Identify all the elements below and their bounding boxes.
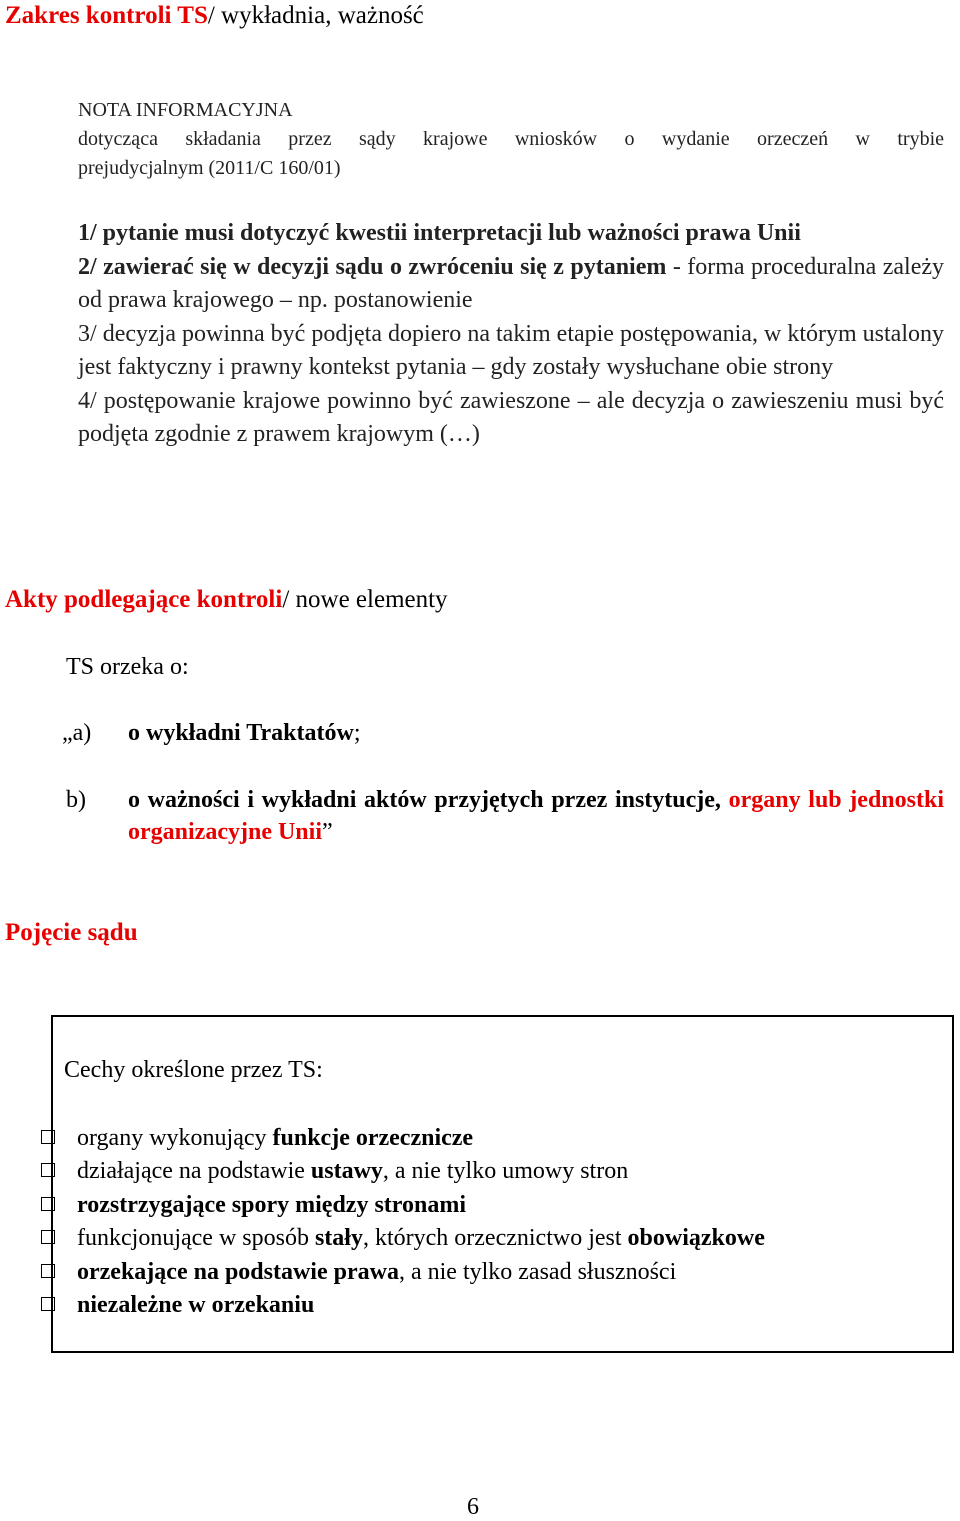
- requirement-3: 3/ decyzja powinna być podjęta dopiero na takim etapie postępowania, w którym ustalony jest faktyczny i prawny kontekst pytania – gdy zostały wysłuchane obie strony: [78, 320, 944, 380]
- checkbox-icon: [41, 1297, 55, 1311]
- cechy-item-4: [41, 1222, 765, 1254]
- cechy-item-5: [41, 1256, 676, 1288]
- requirement-2-bold: 2/ zawierać się w decyzji sądu o zwróceniu się z pytaniem: [78, 253, 667, 280]
- cechy-item-6-bold: niezależne w orzekaniu: [77, 1292, 315, 1318]
- checkbox-icon: [41, 1163, 55, 1177]
- cechy-item-2-rest: , a nie tylko umowy stron: [382, 1158, 629, 1184]
- checkbox-icon: [41, 1230, 55, 1244]
- checkbox-icon: [41, 1264, 55, 1278]
- cechy-item-3-bold: rozstrzygające spory między stronami: [77, 1192, 467, 1218]
- cechy-item-5-rest: , a nie tylko zasad słuszności: [398, 1259, 677, 1285]
- cechy-item-3: [41, 1189, 466, 1221]
- cechy-item-2-text: działające na podstawie: [77, 1158, 311, 1184]
- cechy-item-6: [41, 1289, 314, 1321]
- nota-line-3: prejudycjalnym (2011/C 160/01): [78, 157, 341, 179]
- nota-block: [78, 96, 944, 183]
- page-title-red: Zakres kontroli TS: [5, 2, 208, 29]
- nota-line-2: dotycząca składania przez sądy krajowe wniosków o wydanie orzeczeń w trybie: [78, 128, 944, 150]
- section-sad-title-red: Pojęcie sądu: [5, 919, 138, 946]
- item-a-bold: o wykładni Traktatów: [128, 720, 354, 746]
- page-number: 6: [467, 1494, 479, 1520]
- item-a-text: [128, 717, 361, 749]
- section-akty-title-red: Akty podlegające kontroli: [5, 586, 283, 613]
- requirement-2: [78, 251, 944, 318]
- requirement-2-rest: - forma proceduralna zależy od prawa krajowego – np. postanowienie: [78, 253, 945, 313]
- cechy-title: Cechy określone przez TS:: [64, 1057, 323, 1083]
- item-a-label: „a): [62, 720, 92, 746]
- cechy-item-1-text: organy wykonujący: [77, 1125, 273, 1151]
- requirement-4: 4/ postępowanie krajowe powinno być zawieszone – ale decyzja o zawieszeniu musi być podjęta zgodnie z prawem krajowym (…): [78, 387, 944, 447]
- item-a-rest: ;: [353, 720, 361, 746]
- checkbox-icon: [41, 1130, 55, 1144]
- cechy-item-2: [41, 1155, 628, 1187]
- cechy-item-5-bold: orzekające na podstawie prawa: [77, 1259, 399, 1285]
- requirements-list: [78, 217, 944, 452]
- section-sad-title: [5, 918, 138, 948]
- page-title-rest: / wykładnia, ważność: [207, 2, 424, 29]
- item-b-red: organy lub jednostki organizacyjne Unii: [128, 787, 944, 845]
- requirement-1: [78, 217, 944, 251]
- checkbox-icon: [41, 1197, 55, 1211]
- page-title: [5, 1, 424, 31]
- item-b-bold: o ważności i wykładni aktów przyjętych przez instytucje,: [128, 787, 729, 813]
- item-b-label: b): [66, 787, 86, 813]
- section-akty-title: [5, 585, 448, 615]
- nota-heading: NOTA INFORMACYJNA: [78, 99, 293, 121]
- cechy-item-1-bold: funkcje orzecznicze: [272, 1125, 474, 1151]
- requirement-1-text: 1/ pytanie musi dotyczyć kwestii interpretacji lub ważności prawa Unii: [78, 220, 801, 246]
- cechy-item-2-bold: ustawy: [310, 1158, 383, 1184]
- cechy-item-4-bold-2: obowiązkowe: [627, 1225, 765, 1251]
- cechy-box: [51, 1015, 954, 1353]
- cechy-item-4-text: funkcjonujące w sposób: [77, 1225, 315, 1251]
- section-akty-title-rest: / nowe elementy: [282, 586, 448, 613]
- cechy-item-4-bold-1: stały: [314, 1225, 363, 1251]
- item-b-text: [128, 784, 944, 848]
- cechy-item-4-rest: , których orzecznictwo jest: [362, 1225, 628, 1251]
- item-b-rest: ”: [321, 819, 333, 845]
- cechy-item-1: [41, 1122, 473, 1154]
- ts-orzeka: TS orzeka o:: [66, 654, 189, 680]
